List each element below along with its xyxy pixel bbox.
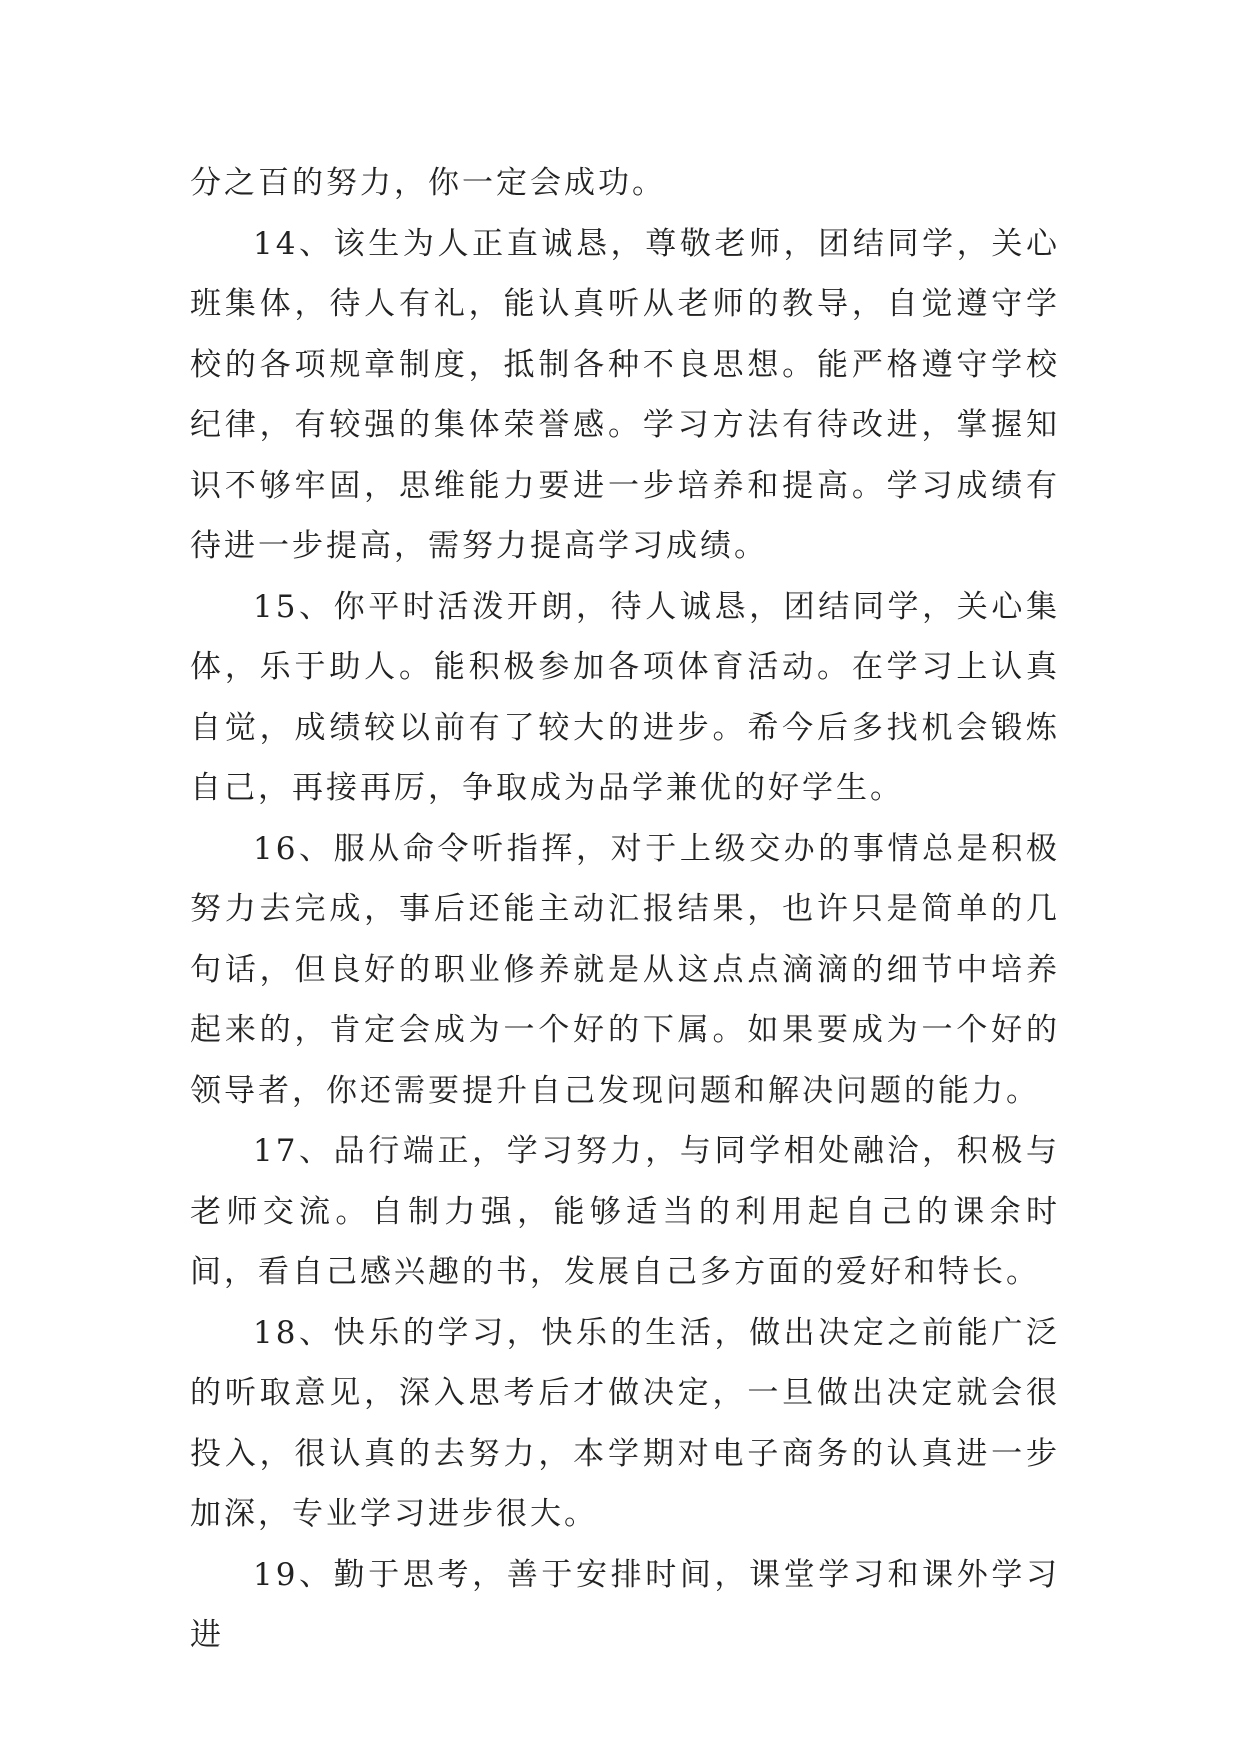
- paragraph-comment-17: 17、品行端正，学习努力，与同学相处融洽，积极与老师交流。自制力强，能够适当的利用起自己的课余时间，看自己感兴趣的书，发展自己多方面的爱好和特长。: [190, 1133, 1060, 1290]
- paragraph-comment-19: 19、勤于思考，善于安排时间，课堂学习和课外学习进: [190, 1556, 1060, 1653]
- paragraph-comment-16: 16、服从命令听指挥，对于上级交办的事情总是积极努力去完成，事后还能主动汇报结果，也许只是简单的几句话，但良好的职业修养就是从这点点滴滴的细节中培养起来的，肯定会成为一个好的下属。如果要成为一个好的领导者，你还需要提升自己发现问题和解决问题的能力。: [190, 830, 1060, 1109]
- document-body: [190, 153, 1060, 1666]
- paragraph-continuation: 分之百的努力，你一定会成功。: [190, 165, 666, 201]
- paragraph-comment-18: 18、快乐的学习，快乐的生活，做出决定之前能广泛的听取意见，深入思考后才做决定，一旦做出决定就会很投入，很认真的去努力，本学期对电子商务的认真进一步加深，专业学习进步很大。: [190, 1314, 1060, 1532]
- paragraph-comment-15: 15、你平时活泼开朗，待人诚恳，团结同学，关心集体，乐于助人。能积极参加各项体育活动。在学习上认真自觉，成绩较以前有了较大的进步。希今后多找机会锻炼自己，再接再厉，争取成为品学兼优的好学生。: [190, 588, 1060, 806]
- paragraph-comment-14: 14、该生为人正直诚恳，尊敬老师，团结同学，关心班集体，待人有礼，能认真听从老师的教导，自觉遵守学校的各项规章制度，抵制各种不良思想。能严格遵守学校纪律，有较强的集体荣誉感。学习方法有待改进，掌握知识不够牢固，思维能力要进一步培养和提高。学习成绩有待进一步提高，需努力提高学习成绩。: [190, 225, 1060, 564]
